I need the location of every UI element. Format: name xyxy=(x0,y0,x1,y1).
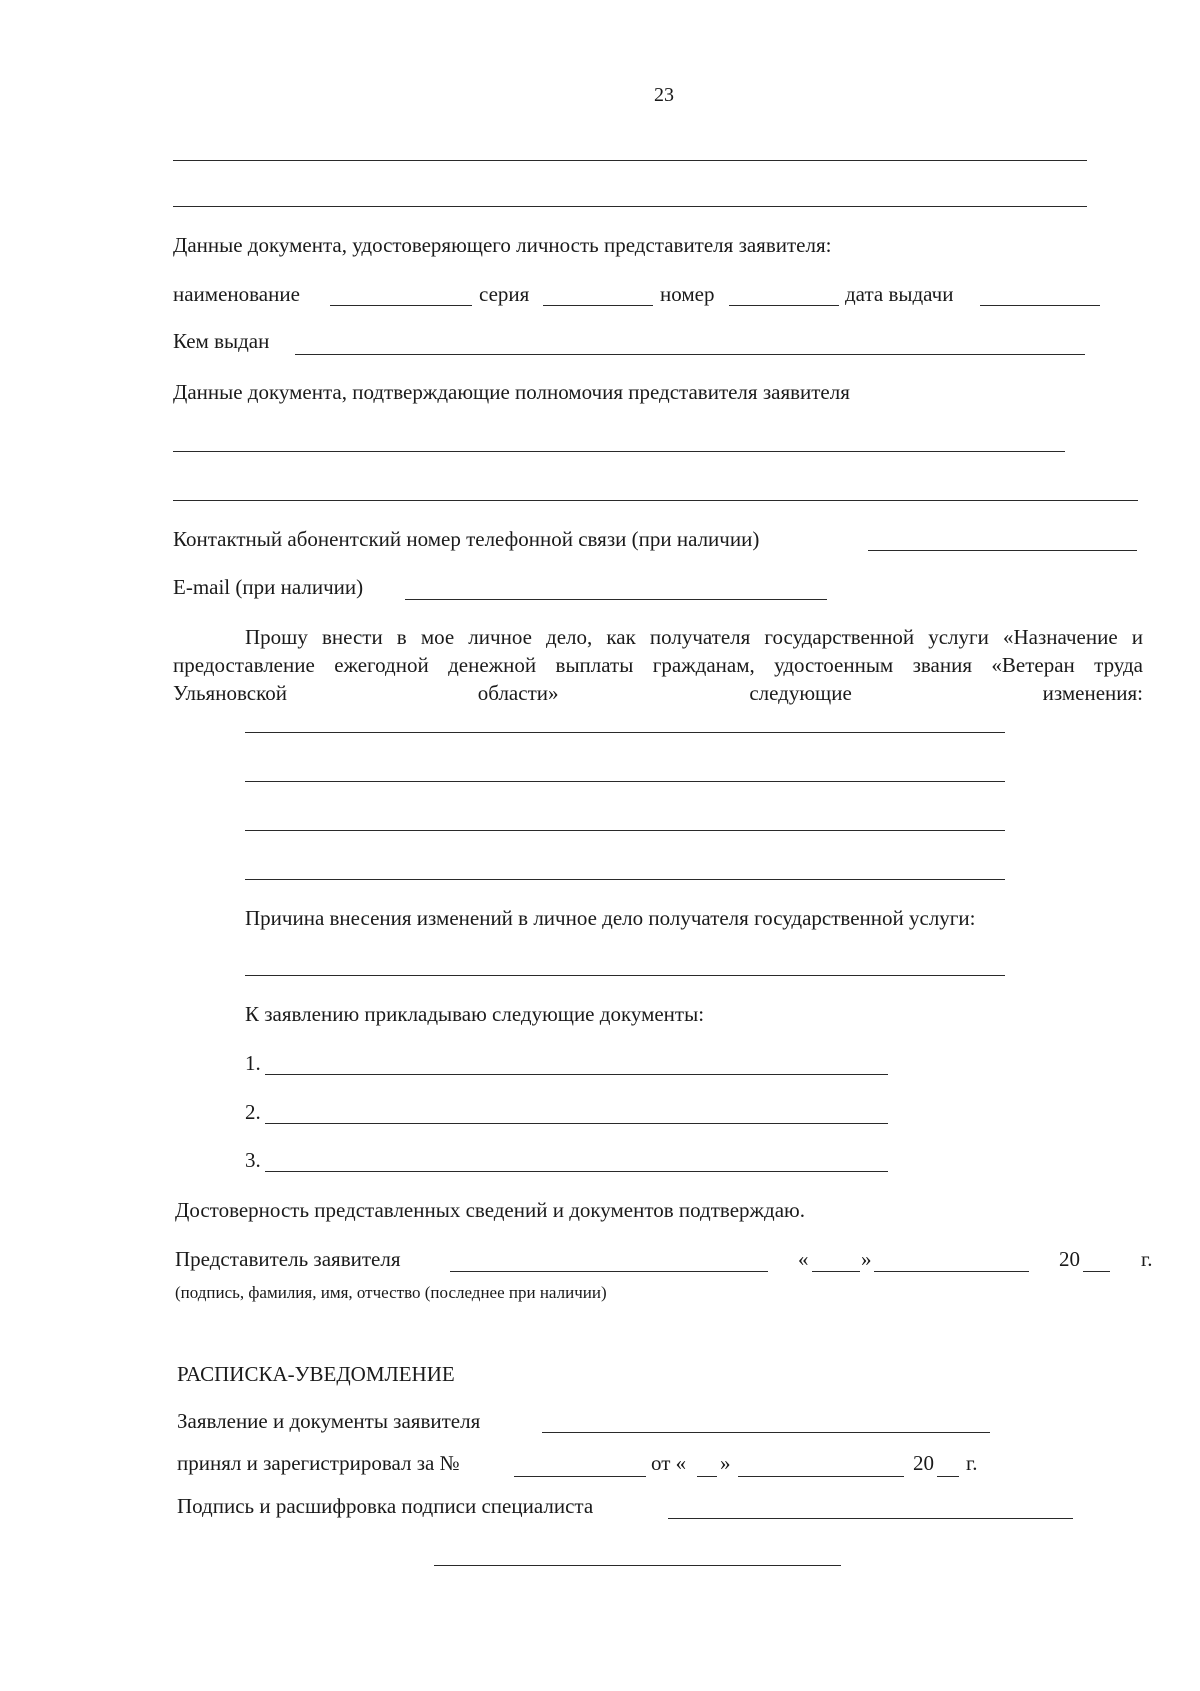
id-series-field[interactable] xyxy=(543,305,653,306)
attachment-field[interactable] xyxy=(265,1123,888,1124)
email-label: E-mail (при наличии) xyxy=(173,575,364,599)
signature-day-field[interactable] xyxy=(812,1271,860,1272)
changes-field[interactable] xyxy=(245,781,1005,782)
receipt-quote-close: » xyxy=(720,1451,731,1475)
issued-by-field[interactable] xyxy=(295,354,1085,355)
signature-quote-close: » xyxy=(861,1247,872,1271)
authority-docs-field[interactable] xyxy=(173,451,1065,452)
id-name-label: наименование xyxy=(173,282,300,306)
receipt-title: РАСПИСКА-УВЕДОМЛЕНИЕ xyxy=(177,1362,455,1386)
reason-label: Причина внесения изменений в личное дело получателя государственной услуги: xyxy=(245,906,976,930)
email-field[interactable] xyxy=(405,599,827,600)
changes-field[interactable] xyxy=(245,830,1005,831)
receipt-registered-label: принял и зарегистрировал за № xyxy=(177,1451,460,1475)
rep-id-doc-title: Данные документа, удостоверяющего личность представителя заявителя: xyxy=(173,233,832,257)
receipt-from-label: от « xyxy=(651,1451,687,1475)
id-number-field[interactable] xyxy=(729,305,839,306)
id-name-field[interactable] xyxy=(330,305,472,306)
signature-month-field[interactable] xyxy=(874,1271,1029,1272)
issued-by-label: Кем выдан xyxy=(173,329,270,353)
id-issue-date-field[interactable] xyxy=(980,305,1100,306)
receipt-specialist-field[interactable] xyxy=(668,1518,1073,1519)
attachment-number: 1. xyxy=(245,1051,261,1075)
reason-field[interactable] xyxy=(245,975,1005,976)
signature-label: Представитель заявителя xyxy=(175,1247,401,1271)
blank-line[interactable] xyxy=(173,160,1087,161)
authority-docs-field[interactable] xyxy=(173,500,1138,501)
id-number-label: номер xyxy=(660,282,715,306)
attachment-field[interactable] xyxy=(265,1074,888,1075)
receipt-number-field[interactable] xyxy=(514,1476,646,1477)
receipt-day-field[interactable] xyxy=(697,1476,717,1477)
signature-year-suffix: г. xyxy=(1141,1247,1153,1271)
attachment-number: 2. xyxy=(245,1100,261,1124)
receipt-docs-field[interactable] xyxy=(542,1432,990,1433)
page-number: 23 xyxy=(654,84,674,106)
changes-field[interactable] xyxy=(245,732,1005,733)
signature-quote-open: « xyxy=(798,1247,809,1271)
blank-line[interactable] xyxy=(173,206,1087,207)
id-issue-date-label: дата выдачи xyxy=(845,282,954,306)
closing-divider xyxy=(434,1565,841,1566)
receipt-year-suffix: г. xyxy=(966,1451,978,1475)
receipt-specialist-label: Подпись и расшифровка подписи специалиста xyxy=(177,1494,594,1518)
phone-label: Контактный абонентский номер телефонной связи (при наличии) xyxy=(173,527,760,551)
request-paragraph: Прошу внести в мое личное дело, как получателя государственной услуги «Назначение и предоставление ежегодной денежной выплаты гражданам, удостоенным звания «Ветеран труда Ульяновской области» следующие изменения: xyxy=(173,625,1143,705)
authority-docs-title: Данные документа, подтверждающие полномочия представителя заявителя xyxy=(173,380,850,404)
signature-year-prefix: 20 xyxy=(1059,1247,1080,1271)
changes-field[interactable] xyxy=(245,879,1005,880)
phone-field[interactable] xyxy=(868,550,1137,551)
receipt-month-field[interactable] xyxy=(738,1476,904,1477)
signature-year-field[interactable] xyxy=(1083,1271,1110,1272)
attachments-title: К заявлению прикладываю следующие документы: xyxy=(245,1002,705,1026)
confirmation-text: Достоверность представленных сведений и документов подтверждаю. xyxy=(175,1198,805,1222)
id-series-label: серия xyxy=(479,282,530,306)
receipt-year-prefix: 20 xyxy=(913,1451,934,1475)
receipt-year-field[interactable] xyxy=(937,1476,959,1477)
signature-field[interactable] xyxy=(450,1271,768,1272)
attachment-field[interactable] xyxy=(265,1171,888,1172)
attachment-number: 3. xyxy=(245,1148,261,1172)
signature-caption: (подпись, фамилия, имя, отчество (последнее при наличии) xyxy=(175,1283,607,1302)
receipt-docs-label: Заявление и документы заявителя xyxy=(177,1409,481,1433)
